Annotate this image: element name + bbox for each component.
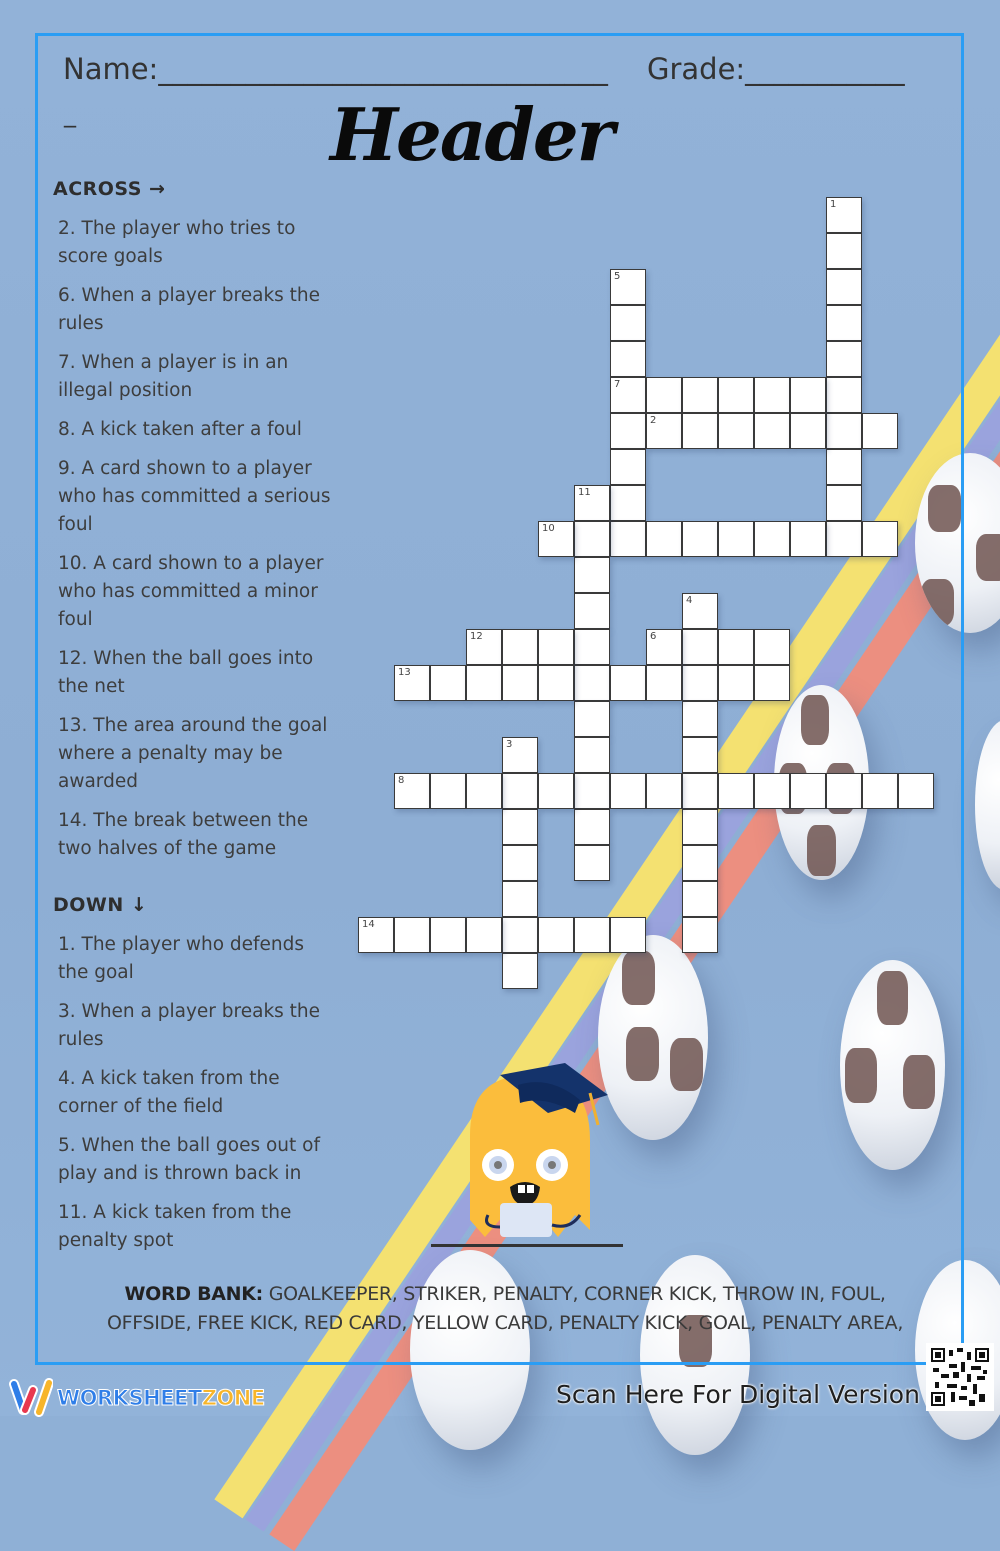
clue-number: 2 bbox=[650, 415, 657, 426]
crossword-cell[interactable] bbox=[394, 665, 430, 701]
crossword-cell[interactable] bbox=[574, 557, 610, 593]
word-bank bbox=[80, 1280, 930, 1338]
name-field[interactable]: Name:_______________________________ bbox=[63, 52, 608, 86]
crossword-cell[interactable] bbox=[466, 773, 502, 809]
clue-across-14: 14. The break between the two halves of the game bbox=[58, 810, 309, 859]
clue-across-9: 9. A card shown to a player who has committed a serious foul bbox=[58, 458, 331, 535]
clue-number: 3 bbox=[506, 739, 513, 750]
crossword-cell[interactable] bbox=[502, 809, 538, 845]
crossword-cell[interactable] bbox=[718, 377, 754, 413]
crossword-cell[interactable] bbox=[898, 773, 934, 809]
crossword-cell[interactable] bbox=[682, 665, 718, 701]
crossword-cell[interactable] bbox=[538, 917, 574, 953]
down-heading: DOWN ↓ bbox=[53, 894, 148, 916]
crossword-cell[interactable] bbox=[826, 521, 862, 557]
crossword-cell[interactable] bbox=[538, 665, 574, 701]
clue-number: 8 bbox=[398, 775, 405, 786]
crossword-cell[interactable] bbox=[646, 773, 682, 809]
crossword-cell[interactable] bbox=[502, 773, 538, 809]
crossword-cell[interactable] bbox=[682, 701, 718, 737]
crossword-cell[interactable] bbox=[610, 305, 646, 341]
crossword-cell[interactable] bbox=[538, 629, 574, 665]
clue-across-10: 10. A card shown to a player who has committed a minor foul bbox=[58, 553, 324, 630]
crossword-cell[interactable] bbox=[574, 665, 610, 701]
crossword-cell[interactable] bbox=[502, 845, 538, 881]
clue-across-12: 12. When the ball goes into the net bbox=[58, 648, 314, 697]
crossword-cell[interactable] bbox=[394, 917, 430, 953]
clue-down-3: 3. When a player breaks the rules bbox=[58, 1001, 321, 1050]
crossword-cell[interactable] bbox=[430, 665, 466, 701]
clue-number: 13 bbox=[398, 667, 411, 678]
crossword-cell[interactable] bbox=[790, 413, 826, 449]
logo-w-icon bbox=[9, 1378, 53, 1418]
crossword-cell[interactable] bbox=[502, 737, 538, 773]
crossword-cell[interactable] bbox=[502, 917, 538, 953]
clue-number: 6 bbox=[650, 631, 657, 642]
crossword-cell[interactable] bbox=[682, 917, 718, 953]
clue-number: 11 bbox=[578, 487, 591, 498]
grade-field[interactable]: Grade:___________ bbox=[647, 52, 905, 86]
crossword-cell[interactable] bbox=[718, 665, 754, 701]
word-bank-words: GOALKEEPER, STRIKER, PENALTY, CORNER KICK, THROW IN, FOUL, OFFSIDE, FREE KICK, RED CARD, YELLOW CARD, PENALTY KICK, GOAL, PENALTY AREA, bbox=[106, 1283, 904, 1334]
worksheetzone-logo[interactable] bbox=[9, 1378, 265, 1418]
clue-across-7: 7. When a player is in an illegal position bbox=[58, 352, 289, 401]
clue-number: 1 bbox=[830, 199, 837, 210]
word-bank-label: WORD BANK: bbox=[124, 1283, 263, 1305]
clue-across-8: 8. A kick taken after a foul bbox=[58, 419, 302, 440]
crossword-cell[interactable] bbox=[394, 773, 430, 809]
crossword-cell[interactable] bbox=[790, 377, 826, 413]
divider-line bbox=[431, 1244, 623, 1247]
crossword-cell[interactable] bbox=[574, 521, 610, 557]
clue-down-4: 4. A kick taken from the corner of the field bbox=[58, 1068, 280, 1117]
crossword-cell[interactable] bbox=[862, 413, 898, 449]
crossword-cell[interactable] bbox=[610, 449, 646, 485]
crossword-cell[interactable] bbox=[754, 413, 790, 449]
crossword-cell[interactable] bbox=[538, 773, 574, 809]
crossword-cell[interactable] bbox=[574, 593, 610, 629]
crossword-cell[interactable] bbox=[682, 521, 718, 557]
crossword-cell[interactable] bbox=[646, 629, 682, 665]
crossword-cell[interactable] bbox=[718, 521, 754, 557]
clue-number: 5 bbox=[614, 271, 621, 282]
crossword-cell[interactable] bbox=[682, 881, 718, 917]
crossword-cell[interactable] bbox=[610, 413, 646, 449]
crossword-cell[interactable] bbox=[682, 593, 718, 629]
crossword-cell[interactable] bbox=[826, 197, 862, 233]
crossword-cell[interactable] bbox=[682, 809, 718, 845]
crossword-cell[interactable] bbox=[502, 665, 538, 701]
crossword-cell[interactable] bbox=[826, 233, 862, 269]
crossword-cell[interactable] bbox=[502, 953, 538, 989]
crossword-cell[interactable] bbox=[610, 377, 646, 413]
clue-across-2: 2. The player who tries to score goals bbox=[58, 218, 296, 267]
crossword-cell[interactable] bbox=[358, 917, 394, 953]
crossword-cell[interactable] bbox=[754, 629, 790, 665]
crossword-cell[interactable] bbox=[574, 773, 610, 809]
crossword-cell[interactable] bbox=[466, 917, 502, 953]
scan-digital-version-text: Scan Here For Digital Version bbox=[556, 1380, 920, 1409]
clue-number: 14 bbox=[362, 919, 375, 930]
clue-number: 10 bbox=[542, 523, 555, 534]
crossword-cell[interactable] bbox=[610, 269, 646, 305]
name-field-overflow: _ bbox=[64, 100, 76, 128]
crossword-cell[interactable] bbox=[574, 917, 610, 953]
crossword-cell[interactable] bbox=[538, 521, 574, 557]
crossword-cell[interactable] bbox=[610, 521, 646, 557]
crossword-cell[interactable] bbox=[718, 629, 754, 665]
crossword-cell[interactable] bbox=[826, 413, 862, 449]
crossword-cell[interactable] bbox=[862, 773, 898, 809]
crossword-cell[interactable] bbox=[754, 665, 790, 701]
crossword-cell[interactable] bbox=[502, 629, 538, 665]
crossword-cell[interactable] bbox=[466, 665, 502, 701]
clue-down-1: 1. The player who defends the goal bbox=[58, 934, 305, 983]
crossword-cell[interactable] bbox=[610, 485, 646, 521]
crossword-cell[interactable] bbox=[682, 737, 718, 773]
crossword-cell[interactable] bbox=[682, 629, 718, 665]
crossword-cell[interactable] bbox=[430, 917, 466, 953]
crossword-cell[interactable] bbox=[790, 773, 826, 809]
crossword-cell[interactable] bbox=[646, 665, 682, 701]
logo-text-worksheet: WORKSHEET bbox=[57, 1386, 202, 1410]
crossword-cell[interactable] bbox=[646, 377, 682, 413]
crossword-cell[interactable] bbox=[826, 305, 862, 341]
crossword-cell[interactable] bbox=[574, 701, 610, 737]
crossword-cell[interactable] bbox=[502, 881, 538, 917]
crossword-cell[interactable] bbox=[862, 521, 898, 557]
clue-down-11: 11. A kick taken from the penalty spot bbox=[58, 1202, 292, 1251]
crossword-cell[interactable] bbox=[826, 269, 862, 305]
crossword-cell[interactable] bbox=[754, 773, 790, 809]
crossword-cell[interactable] bbox=[610, 341, 646, 377]
crossword-cell[interactable] bbox=[466, 629, 502, 665]
qr-code-icon[interactable] bbox=[926, 1343, 994, 1411]
crossword-cell[interactable] bbox=[718, 413, 754, 449]
crossword-cell[interactable] bbox=[574, 809, 610, 845]
clue-across-13: 13. The area around the goal where a penalty may be awarded bbox=[58, 715, 328, 792]
down-clue-list bbox=[58, 931, 333, 1266]
crossword-cell[interactable] bbox=[682, 773, 718, 809]
across-clue-list bbox=[58, 215, 333, 874]
crossword-cell[interactable] bbox=[754, 521, 790, 557]
crossword-cell[interactable] bbox=[574, 485, 610, 521]
mascot-graduate-icon bbox=[440, 1055, 620, 1245]
crossword-cell[interactable] bbox=[574, 737, 610, 773]
crossword-cell[interactable] bbox=[682, 845, 718, 881]
crossword-cell[interactable] bbox=[646, 413, 682, 449]
crossword-cell[interactable] bbox=[826, 341, 862, 377]
crossword-cell[interactable] bbox=[574, 845, 610, 881]
crossword-cell[interactable] bbox=[682, 377, 718, 413]
crossword-cell[interactable] bbox=[718, 773, 754, 809]
crossword-cell[interactable] bbox=[790, 521, 826, 557]
crossword-cell[interactable] bbox=[646, 521, 682, 557]
crossword-cell[interactable] bbox=[682, 413, 718, 449]
clue-number: 7 bbox=[614, 379, 621, 390]
clue-down-5: 5. When the ball goes out of play and is thrown back in bbox=[58, 1135, 320, 1184]
crossword-cell[interactable] bbox=[754, 377, 790, 413]
crossword-cell[interactable] bbox=[826, 449, 862, 485]
crossword-cell[interactable] bbox=[826, 377, 862, 413]
clue-across-6: 6. When a player breaks the rules bbox=[58, 285, 321, 334]
crossword-cell[interactable] bbox=[610, 665, 646, 701]
page-title: Header bbox=[330, 92, 613, 177]
crossword-cell[interactable] bbox=[430, 773, 466, 809]
clue-number: 12 bbox=[470, 631, 483, 642]
clue-number: 4 bbox=[686, 595, 693, 606]
crossword-cell[interactable] bbox=[574, 629, 610, 665]
crossword-cell[interactable] bbox=[826, 773, 862, 809]
crossword-cell[interactable] bbox=[610, 773, 646, 809]
crossword-cell[interactable] bbox=[826, 485, 862, 521]
crossword-cell[interactable] bbox=[610, 917, 646, 953]
across-heading: ACROSS → bbox=[53, 178, 166, 200]
logo-text-zone: ZONE bbox=[201, 1386, 265, 1410]
